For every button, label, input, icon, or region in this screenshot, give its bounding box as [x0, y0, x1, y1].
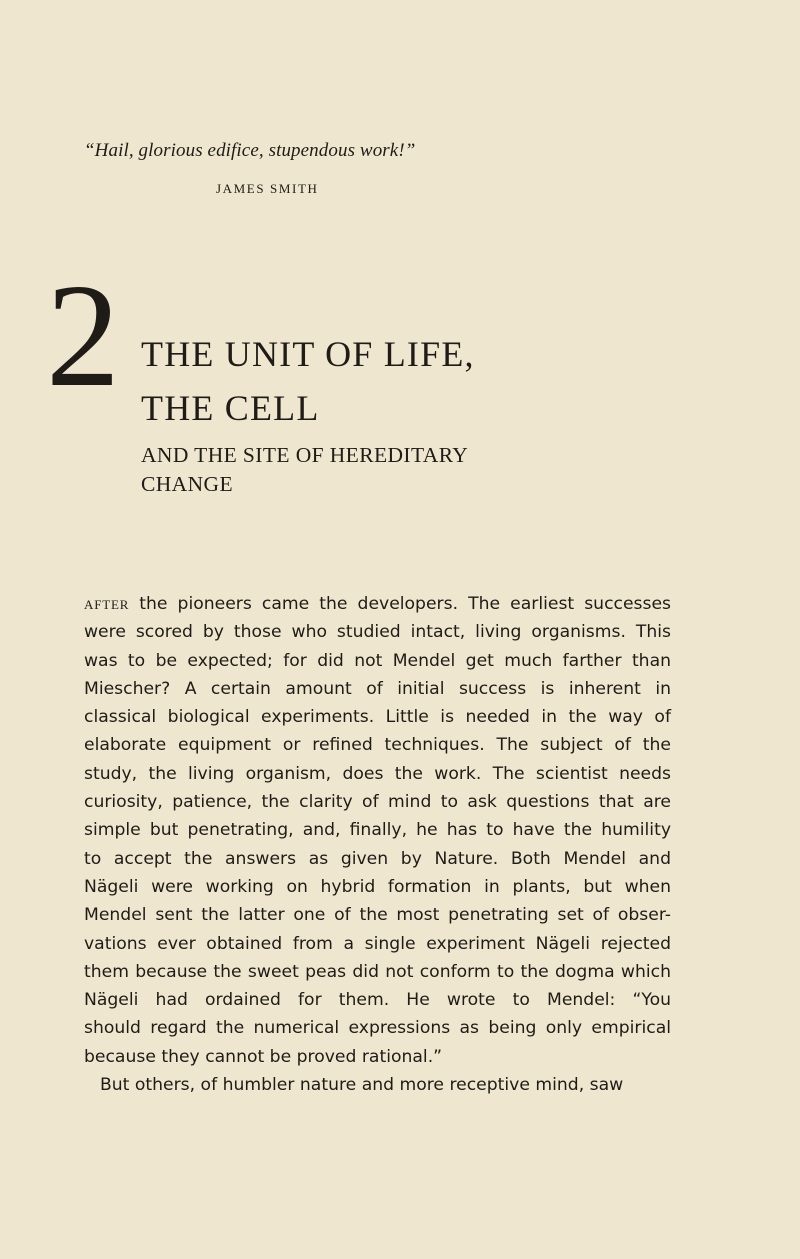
epigraph-quote: “Hail, glorious edifice, stupendous work!” — [84, 140, 416, 161]
body-line-14: Nägeli had ordained for them. He wrote to Mendel: “You — [84, 990, 671, 1011]
chapter-number: 2 — [46, 254, 120, 418]
body-line-5: elaborate equipment or refined techniques. The subject of the — [84, 735, 671, 756]
chapter-subtitle-line-1: AND THE SITE OF HEREDITARY — [141, 443, 469, 467]
body-line-11: Mendel sent the latter one of the most penetrating set of obser- — [84, 905, 671, 926]
body-line-15: should regard the numerical expressions as being only empirical — [84, 1018, 671, 1039]
body-line-12: vations ever obtained from a single experiment Nägeli rejected — [84, 933, 671, 954]
body-line-3: Miescher? A certain amount of initial success is inherent in — [84, 678, 671, 699]
body-text — [84, 590, 671, 1099]
chapter-title-line-2: THE CELL — [141, 388, 320, 428]
lead-word: AFTER — [84, 597, 130, 612]
epigraph-author: JAMES SMITH — [216, 181, 319, 196]
chapter-title-line-1: THE UNIT OF LIFE, — [141, 334, 475, 374]
body-line-2: was to be expected; for did not Mendel get much farther than — [84, 650, 671, 671]
body-line-6: study, the living organism, does the work. The scientist needs — [84, 763, 671, 784]
body-line-13: them because the sweet peas did not conform to the dogma which — [84, 961, 671, 982]
body-line-8: simple but penetrating, and, finally, he has to have the humility — [84, 820, 671, 841]
body-line-7: curiosity, patience, the clarity of mind to ask questions that are — [84, 792, 671, 813]
chapter-subtitle-line-2: CHANGE — [141, 472, 233, 496]
body-line-1: were scored by those who studied intact, living organisms. This — [84, 622, 671, 643]
body-line-0-text: the pioneers came the developers. The earliest successes — [129, 594, 671, 614]
body-line-4: classical biological experiments. Little is needed in the way of — [84, 707, 671, 728]
body-line-9: to accept the answers as given by Nature. Both Mendel and — [84, 848, 671, 869]
body-line-17: But others, of humbler nature and more receptive mind, saw — [100, 1075, 624, 1096]
body-line-16: because they cannot be proved rational.” — [84, 1046, 443, 1067]
body-line-10: Nägeli were working on hybrid formation in plants, but when — [84, 876, 671, 897]
body-line-0 — [84, 590, 671, 618]
